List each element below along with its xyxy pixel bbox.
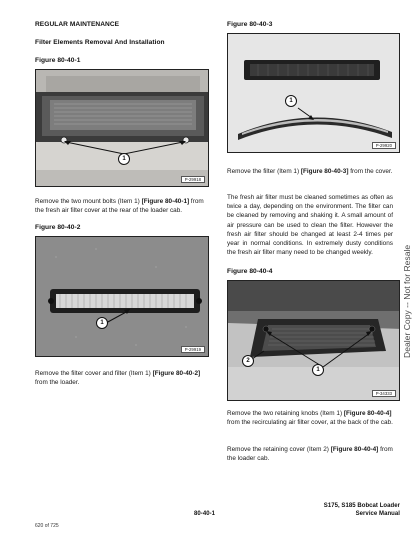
paragraph-text: from the loader cab. — [227, 446, 393, 463]
footer-page-count: 620 of 725 — [35, 523, 59, 529]
paragraph-remove-retaining-knobs — [227, 409, 400, 427]
paragraph-remove-filter-cover — [35, 369, 209, 387]
paragraph-remove-mount-bolts — [35, 197, 209, 215]
figure-80-40-4-photo — [227, 280, 400, 401]
figure-reference: [Figure 80-40-1] — [141, 198, 190, 205]
paragraph-text: Remove the filter cover and filter (Item 1) — [35, 370, 153, 377]
figure-80-40-1-photo — [35, 69, 209, 187]
figure-80-40-3-photo — [227, 33, 400, 153]
footer-manual: Service Manual — [355, 511, 400, 517]
callout-1: 1 — [285, 95, 297, 107]
dealer-copy-watermark: Dealer Copy -- Not for Resale — [402, 244, 412, 358]
figure-reference: [Figure 80-40-2] — [152, 370, 201, 377]
paragraph-text: Remove the two retaining knobs (Item 1) — [227, 410, 344, 417]
figure-80-40-2-photo — [35, 236, 209, 357]
figure-caption-80-40-2: Figure 80-40-2 — [35, 224, 81, 231]
paragraph-text: Remove the filter (Item 1) — [227, 168, 301, 175]
paragraph-remove-filter — [227, 167, 400, 176]
photo-code: P-34333 — [372, 390, 396, 397]
callout-2: 2 — [242, 355, 254, 367]
filter-on-cover-photo — [228, 34, 400, 153]
subsection-title: Filter Elements Removal And Installation — [35, 39, 165, 46]
photo-code: P-29919 — [181, 346, 205, 353]
photo-code: P-29920 — [372, 142, 396, 149]
figure-caption-80-40-1: Figure 80-40-1 — [35, 57, 81, 64]
footer-model: S175, S185 Bobcat Loader — [323, 503, 400, 509]
figure-caption-80-40-4: Figure 80-40-4 — [227, 268, 273, 275]
section-title: REGULAR MAINTENANCE — [35, 21, 120, 28]
paragraph-text: Remove the two mount bolts (Item 1) — [35, 198, 142, 205]
paragraph-cleaning-info: The fresh air filter must be cleaned sometimes as often as twice a day, depending on the environment. The filter can be cleaned by removing and shaking it. A small amount of air pressure can be used to clean the filter. However the fresh air filter should be changed at least 2-4 times per year in normal conditions. In extremely dusty conditions the fresh air filter many need to be changed weekly. — [227, 194, 393, 257]
paragraph-remove-retaining-cover — [227, 445, 400, 463]
filter-cover-photo — [36, 237, 209, 357]
photo-code: P-29918 — [181, 176, 205, 183]
figure-caption-80-40-3: Figure 80-40-3 — [227, 21, 273, 28]
paragraph-text: from the fresh air filter cover at the rear of the loader cab. — [35, 198, 204, 215]
paragraph-text: from the loader. — [35, 379, 80, 387]
paragraph-text: from the cover. — [348, 168, 393, 175]
callout-1: 1 — [118, 153, 130, 165]
cab-rear-photo — [36, 70, 209, 187]
footer-page-ref: 80-40-1 — [194, 511, 216, 517]
paragraph-text: Remove the retaining cover (Item 2) — [227, 446, 331, 453]
figure-reference: [Figure 80-40-4] — [330, 446, 379, 453]
figure-reference: [Figure 80-40-3] — [300, 168, 349, 175]
callout-1: 1 — [312, 364, 324, 376]
recirculating-filter-photo — [228, 281, 400, 401]
figure-reference: [Figure 80-40-4] — [343, 410, 392, 417]
callout-1: 1 — [96, 317, 108, 329]
paragraph-text: from the recirculating air filter cover, at the back of the cab. — [227, 419, 393, 427]
